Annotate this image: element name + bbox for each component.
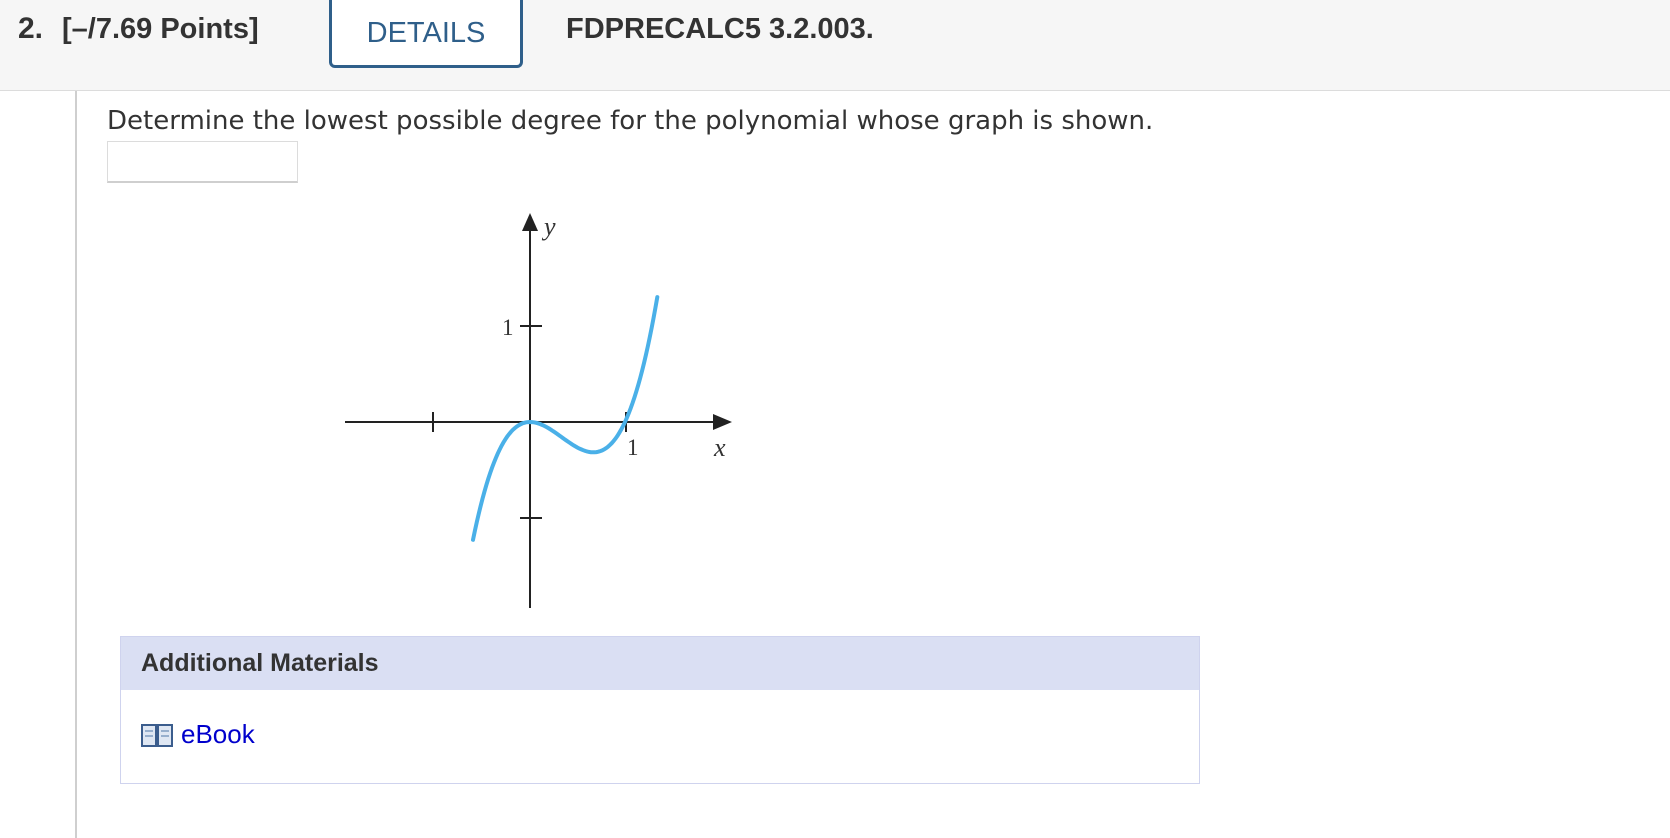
y-tick-label: 1 xyxy=(502,315,514,340)
y-axis-arrow xyxy=(522,213,538,231)
additional-materials-title: Additional Materials xyxy=(121,637,1199,690)
additional-materials-panel xyxy=(120,636,1200,784)
x-axis-label: x xyxy=(714,433,726,462)
ebook-label: eBook xyxy=(181,719,255,749)
details-button[interactable]: DETAILS xyxy=(329,0,523,68)
question-number: 2. xyxy=(18,12,44,45)
polynomial-graph xyxy=(330,205,740,617)
question-prompt: Determine the lowest possible degree for the polynomial whose graph is shown. xyxy=(107,106,1154,136)
x-axis-arrow xyxy=(713,414,732,430)
polynomial-curve xyxy=(473,297,657,540)
answer-input[interactable] xyxy=(107,141,298,183)
question-code: FDPRECALC5 3.2.003. xyxy=(566,13,874,45)
question-header xyxy=(0,0,1670,91)
x-tick-label: 1 xyxy=(627,435,639,460)
points-label: [–/7.69 Points] xyxy=(62,13,259,45)
book-icon xyxy=(141,722,173,748)
left-divider xyxy=(75,91,77,838)
y-axis-label: y xyxy=(544,212,556,241)
ebook-link[interactable] xyxy=(141,719,255,750)
